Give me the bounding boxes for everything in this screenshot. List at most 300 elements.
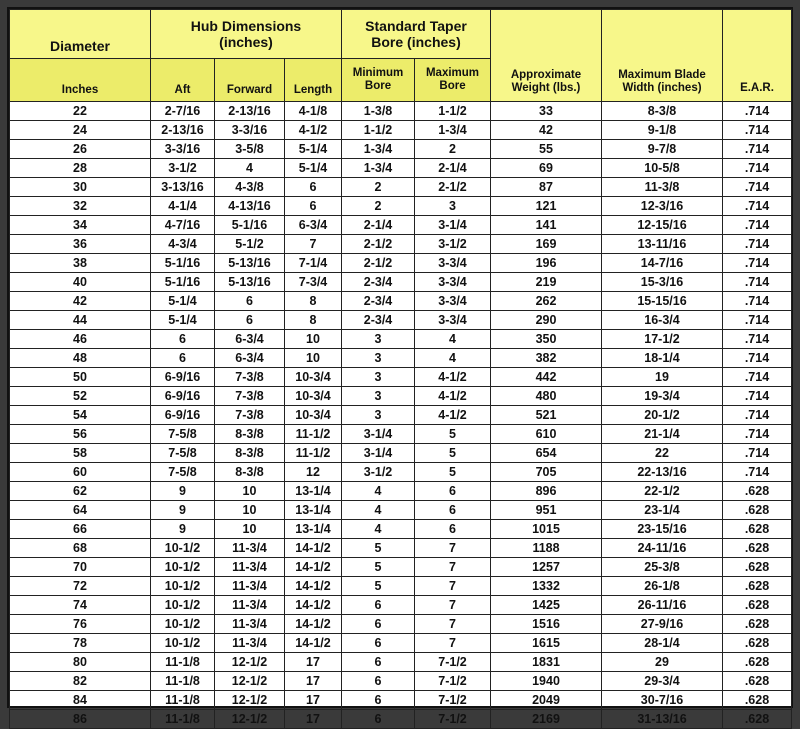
length-cell: 14-1/2 [285,634,342,653]
max-bore-cell: 5 [415,425,491,444]
blade-width-cell: 15-3/16 [602,273,723,292]
table-row [10,615,792,634]
aft-cell: 2-7/16 [151,102,215,121]
ear-cell: .628 [723,615,792,634]
length-cell: 4-1/2 [285,121,342,140]
aft-cell: 6-9/16 [151,406,215,425]
forward-cell: 4-13/16 [215,197,285,216]
blade-width-cell: 29 [602,653,723,672]
table-row [10,406,792,425]
table-row [10,387,792,406]
length-cell: 11-1/2 [285,425,342,444]
table-header [10,10,792,102]
header-blade-width: Maximum Blade Width (inches) [602,10,723,102]
weight-cell: 121 [491,197,602,216]
diameter-cell: 32 [10,197,151,216]
aft-cell: 3-1/2 [151,159,215,178]
weight-cell: 896 [491,482,602,501]
max-bore-cell: 7 [415,558,491,577]
max-bore-cell: 6 [415,501,491,520]
table-row [10,140,792,159]
forward-cell: 11-3/4 [215,577,285,596]
length-cell: 7-3/4 [285,273,342,292]
forward-cell: 5-1/16 [215,216,285,235]
diameter-cell: 30 [10,178,151,197]
ear-cell: .628 [723,482,792,501]
aft-cell: 3-3/16 [151,140,215,159]
blade-width-cell: 29-3/4 [602,672,723,691]
aft-cell: 11-1/8 [151,710,215,729]
length-cell: 14-1/2 [285,615,342,634]
forward-cell: 3-3/16 [215,121,285,140]
min-bore-cell: 4 [342,482,415,501]
diameter-cell: 66 [10,520,151,539]
header-taper-bore: Standard Taper Bore (inches) [342,10,491,59]
length-cell: 6 [285,178,342,197]
ear-cell: .714 [723,311,792,330]
length-cell: 7 [285,235,342,254]
blade-width-cell: 22-13/16 [602,463,723,482]
min-bore-cell: 1-3/8 [342,102,415,121]
weight-cell: 1332 [491,577,602,596]
min-bore-cell: 2-3/4 [342,311,415,330]
table-row [10,520,792,539]
table-row [10,178,792,197]
ear-cell: .714 [723,387,792,406]
blade-width-cell: 25-3/8 [602,558,723,577]
aft-cell: 10-1/2 [151,539,215,558]
table-row [10,273,792,292]
weight-cell: 196 [491,254,602,273]
length-cell: 8 [285,292,342,311]
max-bore-cell: 6 [415,520,491,539]
ear-cell: .714 [723,292,792,311]
ear-cell: .714 [723,463,792,482]
min-bore-cell: 2 [342,178,415,197]
ear-cell: .714 [723,425,792,444]
max-bore-cell: 5 [415,463,491,482]
max-bore-cell: 1-3/4 [415,121,491,140]
forward-cell: 6 [215,311,285,330]
blade-width-cell: 8-3/8 [602,102,723,121]
forward-cell: 10 [215,501,285,520]
length-cell: 13-1/4 [285,520,342,539]
diameter-cell: 54 [10,406,151,425]
weight-cell: 654 [491,444,602,463]
diameter-cell: 36 [10,235,151,254]
max-bore-cell: 3 [415,197,491,216]
max-bore-cell: 6 [415,482,491,501]
blade-width-cell: 14-7/16 [602,254,723,273]
min-bore-cell: 3 [342,330,415,349]
min-bore-cell: 5 [342,558,415,577]
length-cell: 14-1/2 [285,539,342,558]
ear-cell: .714 [723,349,792,368]
weight-cell: 1257 [491,558,602,577]
aft-cell: 9 [151,520,215,539]
blade-width-cell: 26-1/8 [602,577,723,596]
ear-cell: .714 [723,140,792,159]
table-body [10,102,792,729]
diameter-cell: 84 [10,691,151,710]
min-bore-cell: 6 [342,710,415,729]
header-hub-dimensions: Hub Dimensions (inches) [151,10,342,59]
diameter-cell: 52 [10,387,151,406]
ear-cell: .714 [723,235,792,254]
min-bore-cell: 2-3/4 [342,273,415,292]
aft-cell: 7-5/8 [151,425,215,444]
table-row [10,463,792,482]
ear-cell: .714 [723,368,792,387]
ear-cell: .714 [723,159,792,178]
aft-cell: 5-1/16 [151,254,215,273]
header-diameter: Diameter [10,10,151,59]
weight-cell: 350 [491,330,602,349]
forward-cell: 5-13/16 [215,254,285,273]
table-row [10,710,792,729]
blade-width-cell: 9-1/8 [602,121,723,140]
weight-cell: 2049 [491,691,602,710]
aft-cell: 6-9/16 [151,387,215,406]
forward-cell: 11-3/4 [215,539,285,558]
diameter-cell: 50 [10,368,151,387]
forward-cell: 12-1/2 [215,710,285,729]
length-cell: 13-1/4 [285,482,342,501]
blade-width-cell: 15-15/16 [602,292,723,311]
min-bore-cell: 3-1/4 [342,444,415,463]
min-bore-cell: 2-1/4 [342,216,415,235]
length-cell: 14-1/2 [285,577,342,596]
table-row [10,558,792,577]
length-cell: 4-1/8 [285,102,342,121]
table-row [10,425,792,444]
ear-cell: .714 [723,197,792,216]
blade-width-cell: 31-13/16 [602,710,723,729]
length-cell: 17 [285,710,342,729]
table-row [10,349,792,368]
header-maximum-bore: Maximum Bore [415,59,491,102]
diameter-cell: 64 [10,501,151,520]
min-bore-cell: 4 [342,501,415,520]
aft-cell: 3-13/16 [151,178,215,197]
max-bore-cell: 7 [415,615,491,634]
aft-cell: 10-1/2 [151,558,215,577]
forward-cell: 4 [215,159,285,178]
aft-cell: 5-1/4 [151,311,215,330]
min-bore-cell: 6 [342,596,415,615]
forward-cell: 5-1/2 [215,235,285,254]
aft-cell: 10-1/2 [151,615,215,634]
max-bore-cell: 4 [415,349,491,368]
weight-cell: 1425 [491,596,602,615]
weight-cell: 1188 [491,539,602,558]
length-cell: 10 [285,330,342,349]
min-bore-cell: 3 [342,349,415,368]
max-bore-cell: 2 [415,140,491,159]
forward-cell: 12-1/2 [215,672,285,691]
aft-cell: 7-5/8 [151,463,215,482]
forward-cell: 8-3/8 [215,444,285,463]
diameter-cell: 40 [10,273,151,292]
max-bore-cell: 3-3/4 [415,273,491,292]
max-bore-cell: 7-1/2 [415,653,491,672]
aft-cell: 10-1/2 [151,577,215,596]
header-minimum-bore: Minimum Bore [342,59,415,102]
min-bore-cell: 2 [342,197,415,216]
aft-cell: 6-9/16 [151,368,215,387]
header-forward: Forward [215,59,285,102]
min-bore-cell: 1-1/2 [342,121,415,140]
diameter-cell: 56 [10,425,151,444]
max-bore-cell: 7 [415,577,491,596]
ear-cell: .714 [723,121,792,140]
blade-width-cell: 9-7/8 [602,140,723,159]
max-bore-cell: 4 [415,330,491,349]
header-length: Length [285,59,342,102]
weight-cell: 382 [491,349,602,368]
max-bore-cell: 2-1/2 [415,178,491,197]
forward-cell: 12-1/2 [215,653,285,672]
weight-cell: 55 [491,140,602,159]
weight-cell: 521 [491,406,602,425]
min-bore-cell: 3 [342,387,415,406]
blade-width-cell: 27-9/16 [602,615,723,634]
forward-cell: 7-3/8 [215,387,285,406]
weight-cell: 262 [491,292,602,311]
ear-cell: .714 [723,273,792,292]
table-row [10,596,792,615]
diameter-cell: 78 [10,634,151,653]
min-bore-cell: 6 [342,672,415,691]
min-bore-cell: 6 [342,691,415,710]
length-cell: 10-3/4 [285,368,342,387]
forward-cell: 10 [215,482,285,501]
aft-cell: 4-3/4 [151,235,215,254]
weight-cell: 951 [491,501,602,520]
weight-cell: 705 [491,463,602,482]
blade-width-cell: 20-1/2 [602,406,723,425]
diameter-cell: 74 [10,596,151,615]
aft-cell: 10-1/2 [151,596,215,615]
length-cell: 17 [285,653,342,672]
diameter-cell: 72 [10,577,151,596]
weight-cell: 219 [491,273,602,292]
ear-cell: .628 [723,653,792,672]
blade-width-cell: 18-1/4 [602,349,723,368]
min-bore-cell: 2-1/2 [342,235,415,254]
min-bore-cell: 2-3/4 [342,292,415,311]
weight-cell: 1831 [491,653,602,672]
ear-cell: .714 [723,330,792,349]
table-row [10,444,792,463]
blade-width-cell: 24-11/16 [602,539,723,558]
blade-width-cell: 11-3/8 [602,178,723,197]
min-bore-cell: 6 [342,615,415,634]
blade-width-cell: 30-7/16 [602,691,723,710]
blade-width-cell: 17-1/2 [602,330,723,349]
length-cell: 10-3/4 [285,387,342,406]
diameter-cell: 22 [10,102,151,121]
min-bore-cell: 3 [342,368,415,387]
spec-table-frame [7,7,793,726]
forward-cell: 2-13/16 [215,102,285,121]
ear-cell: .714 [723,406,792,425]
length-cell: 12 [285,463,342,482]
header-aft: Aft [151,59,215,102]
weight-cell: 1015 [491,520,602,539]
table-row [10,254,792,273]
length-cell: 13-1/4 [285,501,342,520]
diameter-cell: 28 [10,159,151,178]
diameter-cell: 68 [10,539,151,558]
aft-cell: 9 [151,482,215,501]
diameter-cell: 24 [10,121,151,140]
max-bore-cell: 4-1/2 [415,387,491,406]
weight-cell: 290 [491,311,602,330]
aft-cell: 6 [151,349,215,368]
table-row [10,102,792,121]
weight-cell: 2169 [491,710,602,729]
header-weight: Approximate Weight (lbs.) [491,10,602,102]
aft-cell: 11-1/8 [151,691,215,710]
weight-cell: 442 [491,368,602,387]
max-bore-cell: 7 [415,596,491,615]
table-row [10,672,792,691]
length-cell: 5-1/4 [285,140,342,159]
weight-cell: 1615 [491,634,602,653]
forward-cell: 10 [215,520,285,539]
length-cell: 6 [285,197,342,216]
ear-cell: .628 [723,520,792,539]
forward-cell: 6-3/4 [215,330,285,349]
ear-cell: .714 [723,254,792,273]
min-bore-cell: 2-1/2 [342,254,415,273]
weight-cell: 1516 [491,615,602,634]
aft-cell: 10-1/2 [151,634,215,653]
diameter-cell: 46 [10,330,151,349]
weight-cell: 33 [491,102,602,121]
ear-cell: .714 [723,178,792,197]
weight-cell: 42 [491,121,602,140]
forward-cell: 6-3/4 [215,349,285,368]
ear-cell: .628 [723,634,792,653]
diameter-cell: 44 [10,311,151,330]
blade-width-cell: 23-1/4 [602,501,723,520]
ear-cell: .714 [723,444,792,463]
blade-width-cell: 23-15/16 [602,520,723,539]
forward-cell: 11-3/4 [215,615,285,634]
forward-cell: 11-3/4 [215,558,285,577]
ear-cell: .628 [723,558,792,577]
max-bore-cell: 1-1/2 [415,102,491,121]
ear-cell: .628 [723,691,792,710]
table-row [10,216,792,235]
table-row [10,235,792,254]
diameter-cell: 80 [10,653,151,672]
aft-cell: 9 [151,501,215,520]
forward-cell: 7-3/8 [215,368,285,387]
forward-cell: 4-3/8 [215,178,285,197]
table-row [10,653,792,672]
max-bore-cell: 7-1/2 [415,691,491,710]
min-bore-cell: 5 [342,577,415,596]
min-bore-cell: 4 [342,520,415,539]
weight-cell: 141 [491,216,602,235]
ear-cell: .628 [723,672,792,691]
diameter-cell: 82 [10,672,151,691]
diameter-cell: 70 [10,558,151,577]
blade-width-cell: 19-3/4 [602,387,723,406]
aft-cell: 11-1/8 [151,672,215,691]
diameter-cell: 86 [10,710,151,729]
length-cell: 14-1/2 [285,596,342,615]
blade-width-cell: 12-15/16 [602,216,723,235]
table-row [10,634,792,653]
diameter-cell: 76 [10,615,151,634]
ear-cell: .628 [723,596,792,615]
min-bore-cell: 1-3/4 [342,140,415,159]
table-row [10,330,792,349]
max-bore-cell: 2-1/4 [415,159,491,178]
ear-cell: .714 [723,216,792,235]
length-cell: 5-1/4 [285,159,342,178]
table-row [10,577,792,596]
max-bore-cell: 5 [415,444,491,463]
forward-cell: 6 [215,292,285,311]
min-bore-cell: 3-1/2 [342,463,415,482]
forward-cell: 7-3/8 [215,406,285,425]
ear-cell: .628 [723,577,792,596]
table-row [10,292,792,311]
diameter-cell: 60 [10,463,151,482]
blade-width-cell: 22-1/2 [602,482,723,501]
max-bore-cell: 3-1/4 [415,216,491,235]
diameter-cell: 38 [10,254,151,273]
table-row [10,691,792,710]
ear-cell: .628 [723,539,792,558]
length-cell: 14-1/2 [285,558,342,577]
max-bore-cell: 3-3/4 [415,292,491,311]
blade-width-cell: 19 [602,368,723,387]
max-bore-cell: 3-1/2 [415,235,491,254]
aft-cell: 7-5/8 [151,444,215,463]
length-cell: 10-3/4 [285,406,342,425]
aft-cell: 4-7/16 [151,216,215,235]
max-bore-cell: 7-1/2 [415,710,491,729]
length-cell: 8 [285,311,342,330]
aft-cell: 6 [151,330,215,349]
ear-cell: .628 [723,710,792,729]
blade-width-cell: 26-11/16 [602,596,723,615]
ear-cell: .628 [723,501,792,520]
forward-cell: 8-3/8 [215,425,285,444]
weight-cell: 610 [491,425,602,444]
table-row [10,501,792,520]
aft-cell: 5-1/16 [151,273,215,292]
aft-cell: 5-1/4 [151,292,215,311]
forward-cell: 3-5/8 [215,140,285,159]
min-bore-cell: 3-1/4 [342,425,415,444]
table-row [10,368,792,387]
aft-cell: 2-13/16 [151,121,215,140]
blade-width-cell: 21-1/4 [602,425,723,444]
header-ear: E.A.R. [723,10,792,102]
aft-cell: 4-1/4 [151,197,215,216]
table-row [10,482,792,501]
aft-cell: 11-1/8 [151,653,215,672]
weight-cell: 87 [491,178,602,197]
max-bore-cell: 7 [415,539,491,558]
